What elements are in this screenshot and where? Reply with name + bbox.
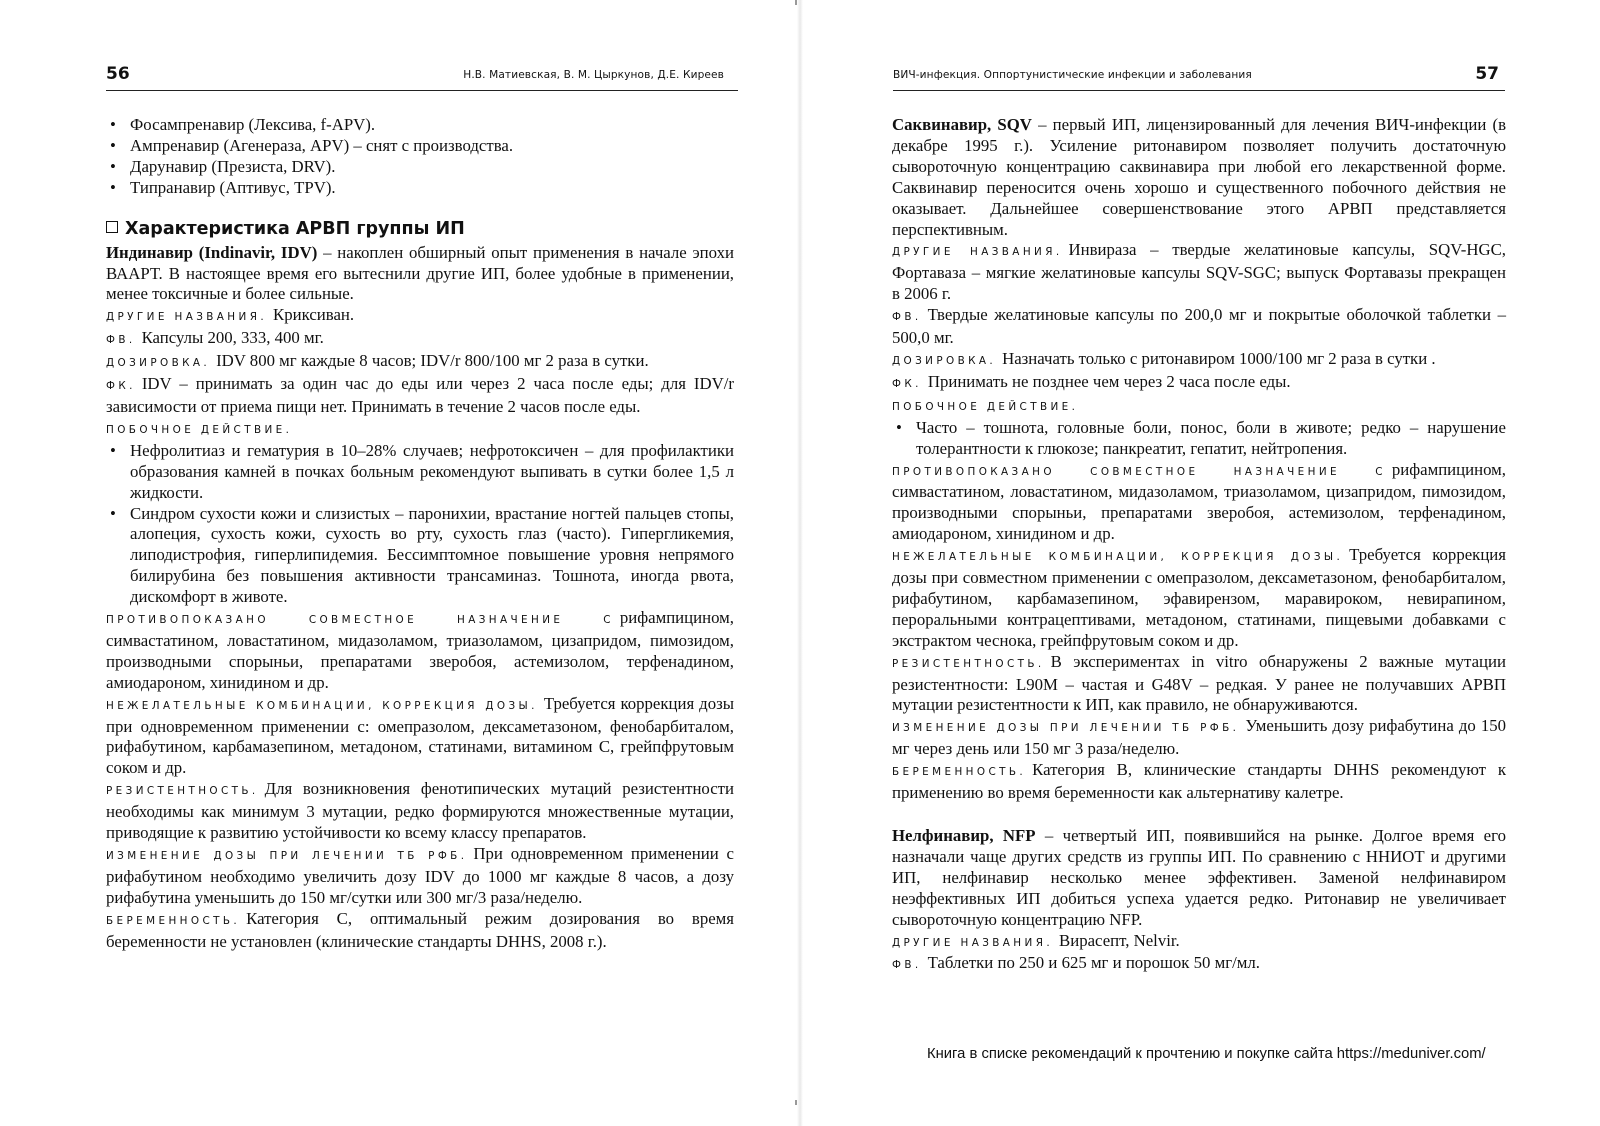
fv-paragraph xyxy=(106,328,734,351)
field-label: РЕЗИСТЕНТНОСТЬ. xyxy=(106,785,259,798)
side-effects-list xyxy=(892,418,1506,460)
right-running-header xyxy=(893,64,1505,91)
field-text: Принимать не позднее чем через 2 часа после еды. xyxy=(927,371,1291,391)
list-item: • Ампренавир (Агенераза, APV) – снят с производства. xyxy=(106,136,734,157)
running-title: ВИЧ-инфекция. Оппортунистические инфекции и заболевания xyxy=(893,69,1252,81)
section-title: Характеристика АРВП группы ИП xyxy=(125,218,465,239)
field-text: Категория С, оптимальный режим дозирования во время беременности не установлен (клинические стандарты DHHS, 2008 г.). xyxy=(106,908,734,951)
field-label: ФВ. xyxy=(106,334,136,347)
field-label: ПОБОЧНОЕ ДЕЙСТВИЕ. xyxy=(106,423,293,436)
fv-paragraph xyxy=(892,305,1506,349)
drug-name: Нелфинавир, NFP xyxy=(892,826,1036,845)
tb-paragraph xyxy=(892,716,1506,760)
drug-name: Индинавир (Indinavir, IDV) xyxy=(106,242,318,262)
other-names-paragraph xyxy=(892,931,1506,954)
contra-paragraph xyxy=(892,460,1506,546)
undesired-paragraph xyxy=(106,694,734,780)
resist-paragraph xyxy=(892,652,1506,717)
side-effects-label-paragraph xyxy=(106,418,734,441)
field-text: Категория В, клинические стандарты DHHS рекомендуют к применению во время беременности как альтернативу калетре. xyxy=(892,760,1506,803)
field-label: НЕЖЕЛАТЕЛЬНЫЕ КОМБИНАЦИИ, КОРРЕКЦИЯ ДОЗЫ. xyxy=(106,699,538,712)
drug-intro-paragraph xyxy=(892,826,1506,931)
field-label: БЕРЕМЕННОСТЬ. xyxy=(106,914,241,927)
section-heading xyxy=(106,218,734,240)
left-page-body xyxy=(106,115,734,953)
field-label: ПРОТИВОПОКАЗАНО СОВМЕСТНОЕ НАЗНАЧЕНИЕ С xyxy=(892,465,1386,478)
field-text: Таблетки по 250 и 625 мг и порошок 50 мг/мл. xyxy=(927,953,1260,973)
other-names-paragraph xyxy=(106,305,734,328)
field-label: ДОЗИРОВКА. xyxy=(106,357,211,370)
page-number: 57 xyxy=(1475,64,1499,84)
field-label: ФК. xyxy=(892,377,922,390)
field-label: ДРУГИЕ НАЗВАНИЯ. xyxy=(892,936,1054,949)
footer-note: Книга в списке рекомендаций к прочтению и покупке сайта https://meduniver.com/ xyxy=(927,1046,1486,1062)
drug-intro-text: – первый ИП, лицензированный для лечения ВИЧ-инфекции (в декабре 1995 г.). Усиление ритонавиром позволяет получить достаточную сывороточную концентрацию саквинавира при любой его лекарственной форме. Саквинавир переносится очень хорошо и существенного побочного действия не оказывает. Дальнейшее совершенствование этого АРВП представляется перспективным. xyxy=(892,115,1506,239)
list-item: • Типранавир (Аптивус, TPV). xyxy=(106,178,734,199)
field-label: БЕРЕМЕННОСТЬ. xyxy=(892,766,1027,779)
right-page-body xyxy=(892,115,1506,976)
fv-paragraph xyxy=(892,953,1506,976)
field-text: Инвираза – твердые желатиновые капсулы, SQV-HGC, Фортаваза – мягкие желатиновые капсулы SQV-SGC; выпуск Фортавазы прекращен в 2006 г. xyxy=(892,240,1506,304)
contra-paragraph xyxy=(106,608,734,694)
field-text: Уменьшить дозу рифабутина до 150 мг через день или 150 мг 3 раза/неделю. xyxy=(892,716,1506,759)
undesired-paragraph xyxy=(892,545,1506,652)
fk-paragraph xyxy=(892,372,1506,395)
left-running-header xyxy=(106,64,738,91)
field-text: Твердые желатиновые капсулы по 200,0 мг и покрытые оболочкой таблетки – 500,0 мг. xyxy=(892,305,1506,348)
field-text: Требуется коррекция дозы при совместном применении с омепразолом, дексаметазоном, фенобарбиталом, рифабутином, карбамазепином, эфавирензом, маравироком, невирапином, пероральными контрацептивами, метадоном, статинами, пищевыми добавками с экстрактом чеснока, грейпфрутовым соком и др. xyxy=(892,545,1506,650)
pregnancy-paragraph xyxy=(106,909,734,953)
side-effects-label-paragraph xyxy=(892,395,1506,418)
drug-intro-paragraph xyxy=(106,243,734,306)
field-label: ДРУГИЕ НАЗВАНИЯ. xyxy=(106,311,268,324)
pregnancy-paragraph xyxy=(892,760,1506,804)
field-label: ДОЗИРОВКА. xyxy=(892,354,997,367)
drug-list xyxy=(106,115,734,199)
drug-name: Саквинавир, SQV xyxy=(892,115,1032,134)
page-number: 56 xyxy=(106,64,130,84)
running-title: Н.В. Матиевская, В. М. Цыркунов, Д.Е. Киреев xyxy=(463,69,724,81)
field-label: ИЗМЕНЕНИЕ ДОЗЫ ПРИ ЛЕЧЕНИИ ТБ РФБ. xyxy=(106,850,468,862)
field-label: ФВ. xyxy=(892,959,922,972)
field-label: ФК. xyxy=(106,380,136,393)
field-label: РЕЗИСТЕНТНОСТЬ. xyxy=(892,657,1045,670)
side-effects-list xyxy=(106,441,734,608)
field-label: ДРУГИЕ НАЗВАНИЯ. xyxy=(892,246,1063,259)
field-label: ПРОТИВОПОКАЗАНО СОВМЕСТНОЕ НАЗНАЧЕНИЕ С xyxy=(106,614,614,627)
field-text: Требуется коррекция дозы при одновременном применении с: омепразолом, дексаметазоном, фенобарбиталом, рифабутином, карбамазепином, метадоном, статинами, витамином С, грейпфрутовым соком и др. xyxy=(106,693,734,778)
square-bullet-icon xyxy=(106,221,118,233)
list-item: • Синдром сухости кожи и слизистых – паронихии, врастание ногтей пальцев стопы, алопеция, сухость кожи, сухость во рту, сухость глаз (часто). Гипергликемия, липодистрофия, гиперлипидемия. Бессимптомное повышение уровня непрямого билирубина без повышения активности трансаминаз. Тошнота, иногда рвота, дискомфорт в животе. xyxy=(106,504,734,609)
dose-paragraph xyxy=(106,351,734,374)
resist-paragraph xyxy=(106,779,734,844)
field-text: Криксиван. xyxy=(273,305,355,325)
list-item: • Фосампренавир (Лексива, f-APV). xyxy=(106,115,734,136)
field-text: В экспериментах in vitro обнаружены 2 важные мутации резистентности: L90M – частая и G48V – редкая. У ранее не получавших АРВП мутации резистентности к ИП, как правило, не обнаруживаются. xyxy=(892,651,1506,715)
tb-paragraph xyxy=(106,844,734,909)
dose-paragraph xyxy=(892,349,1506,372)
list-item: • Часто – тошнота, головные боли, понос, боли в животе; редко – нарушение толерантности к глюкозе; панкреатит, гепатит, нейтропения. xyxy=(892,418,1506,460)
field-text: рифампицином, симвастатином, ловастатином, мидазоламом, триазоламом, цизапридом, пимозидом, производными спорыньи, препаратами зверобоя, астемизолом, терфенадином, амиодароном, хинидином и др. xyxy=(892,459,1506,544)
drug-intro-text: – накоплен обширный опыт применения в начале эпохи ВААРТ. В настоящее время его вытеснили другие ИП, более удобные в применении, менее токсичные и более сильные. xyxy=(106,242,735,304)
field-text: Назначать только с ритонавиром 1000/100 мг 2 раза в сутки . xyxy=(1002,348,1436,368)
spacer xyxy=(892,804,1506,826)
field-text: При одновременном применении с рифабутином необходимо увеличить дозу IDV до 1000 мг каждые 8 часов, а дозу рифабутина уменьшить до 150 мг/сутки или 300 мг/3 раза/неделю. xyxy=(106,844,734,907)
other-names-paragraph xyxy=(892,240,1506,305)
field-text: Вирасепт, Nelvir. xyxy=(1059,930,1180,950)
fk-paragraph xyxy=(106,374,734,418)
field-text: Капсулы 200, 333, 400 мг. xyxy=(141,328,324,348)
field-label: ФВ. xyxy=(892,311,922,324)
list-item: • Дарунавир (Презиста, DRV). xyxy=(106,157,734,178)
field-label: ИЗМЕНЕНИЕ ДОЗЫ ПРИ ЛЕЧЕНИИ ТБ РФБ. xyxy=(892,722,1240,735)
right-page xyxy=(800,0,1600,1126)
field-label: НЕЖЕЛАТЕЛЬНЫЕ КОМБИНАЦИИ, КОРРЕКЦИЯ ДОЗЫ. xyxy=(892,551,1344,564)
field-label: ПОБОЧНОЕ ДЕЙСТВИЕ. xyxy=(892,400,1079,413)
field-text: рифампицином, симвастатином, ловастатином, мидазоламом, триазоламом, цизапридом, пимозидом, производными спорыньи, препаратами зверобоя, астемизолом, терфенадином, амиодароном, хинидином и др. xyxy=(106,608,734,692)
drug-intro-text: – четвертый ИП, появившийся на рынке. Долгое время его назначали чаще других средств из группы ИП. По сравнению с ННИОТ и другими ИП, нелфинавир несколько менее эффективен. Заменой нелфинавиром неэффективных ИП добиться успеха удается редко. Ритонавир не увеличивает сывороточную концентрацию NFP. xyxy=(892,826,1506,929)
field-text: IDV – принимать за один час до еды или через 2 часа после еды; для IDV/r зависимости от приема пищи нет. Принимать в течение 2 часов после еды. xyxy=(106,374,734,416)
list-item: • Нефролитиаз и гематурия в 10–28% случаев; нефротоксичен – для профилактики образования камней в почках больным рекомендуют выпивать в сутки более 1,5 л жидкости. xyxy=(106,441,734,504)
field-text: IDV 800 мг каждые 8 часов; IDV/r 800/100 мг 2 раза в сутки. xyxy=(216,351,649,371)
drug-intro-paragraph xyxy=(892,115,1506,240)
field-text: Для возникновения фенотипических мутаций резистентности необходимы как минимум 3 мутации, редко формируются множественные мутации, приводящие к развитию устойчивости ко всему классу препаратов. xyxy=(106,779,734,843)
